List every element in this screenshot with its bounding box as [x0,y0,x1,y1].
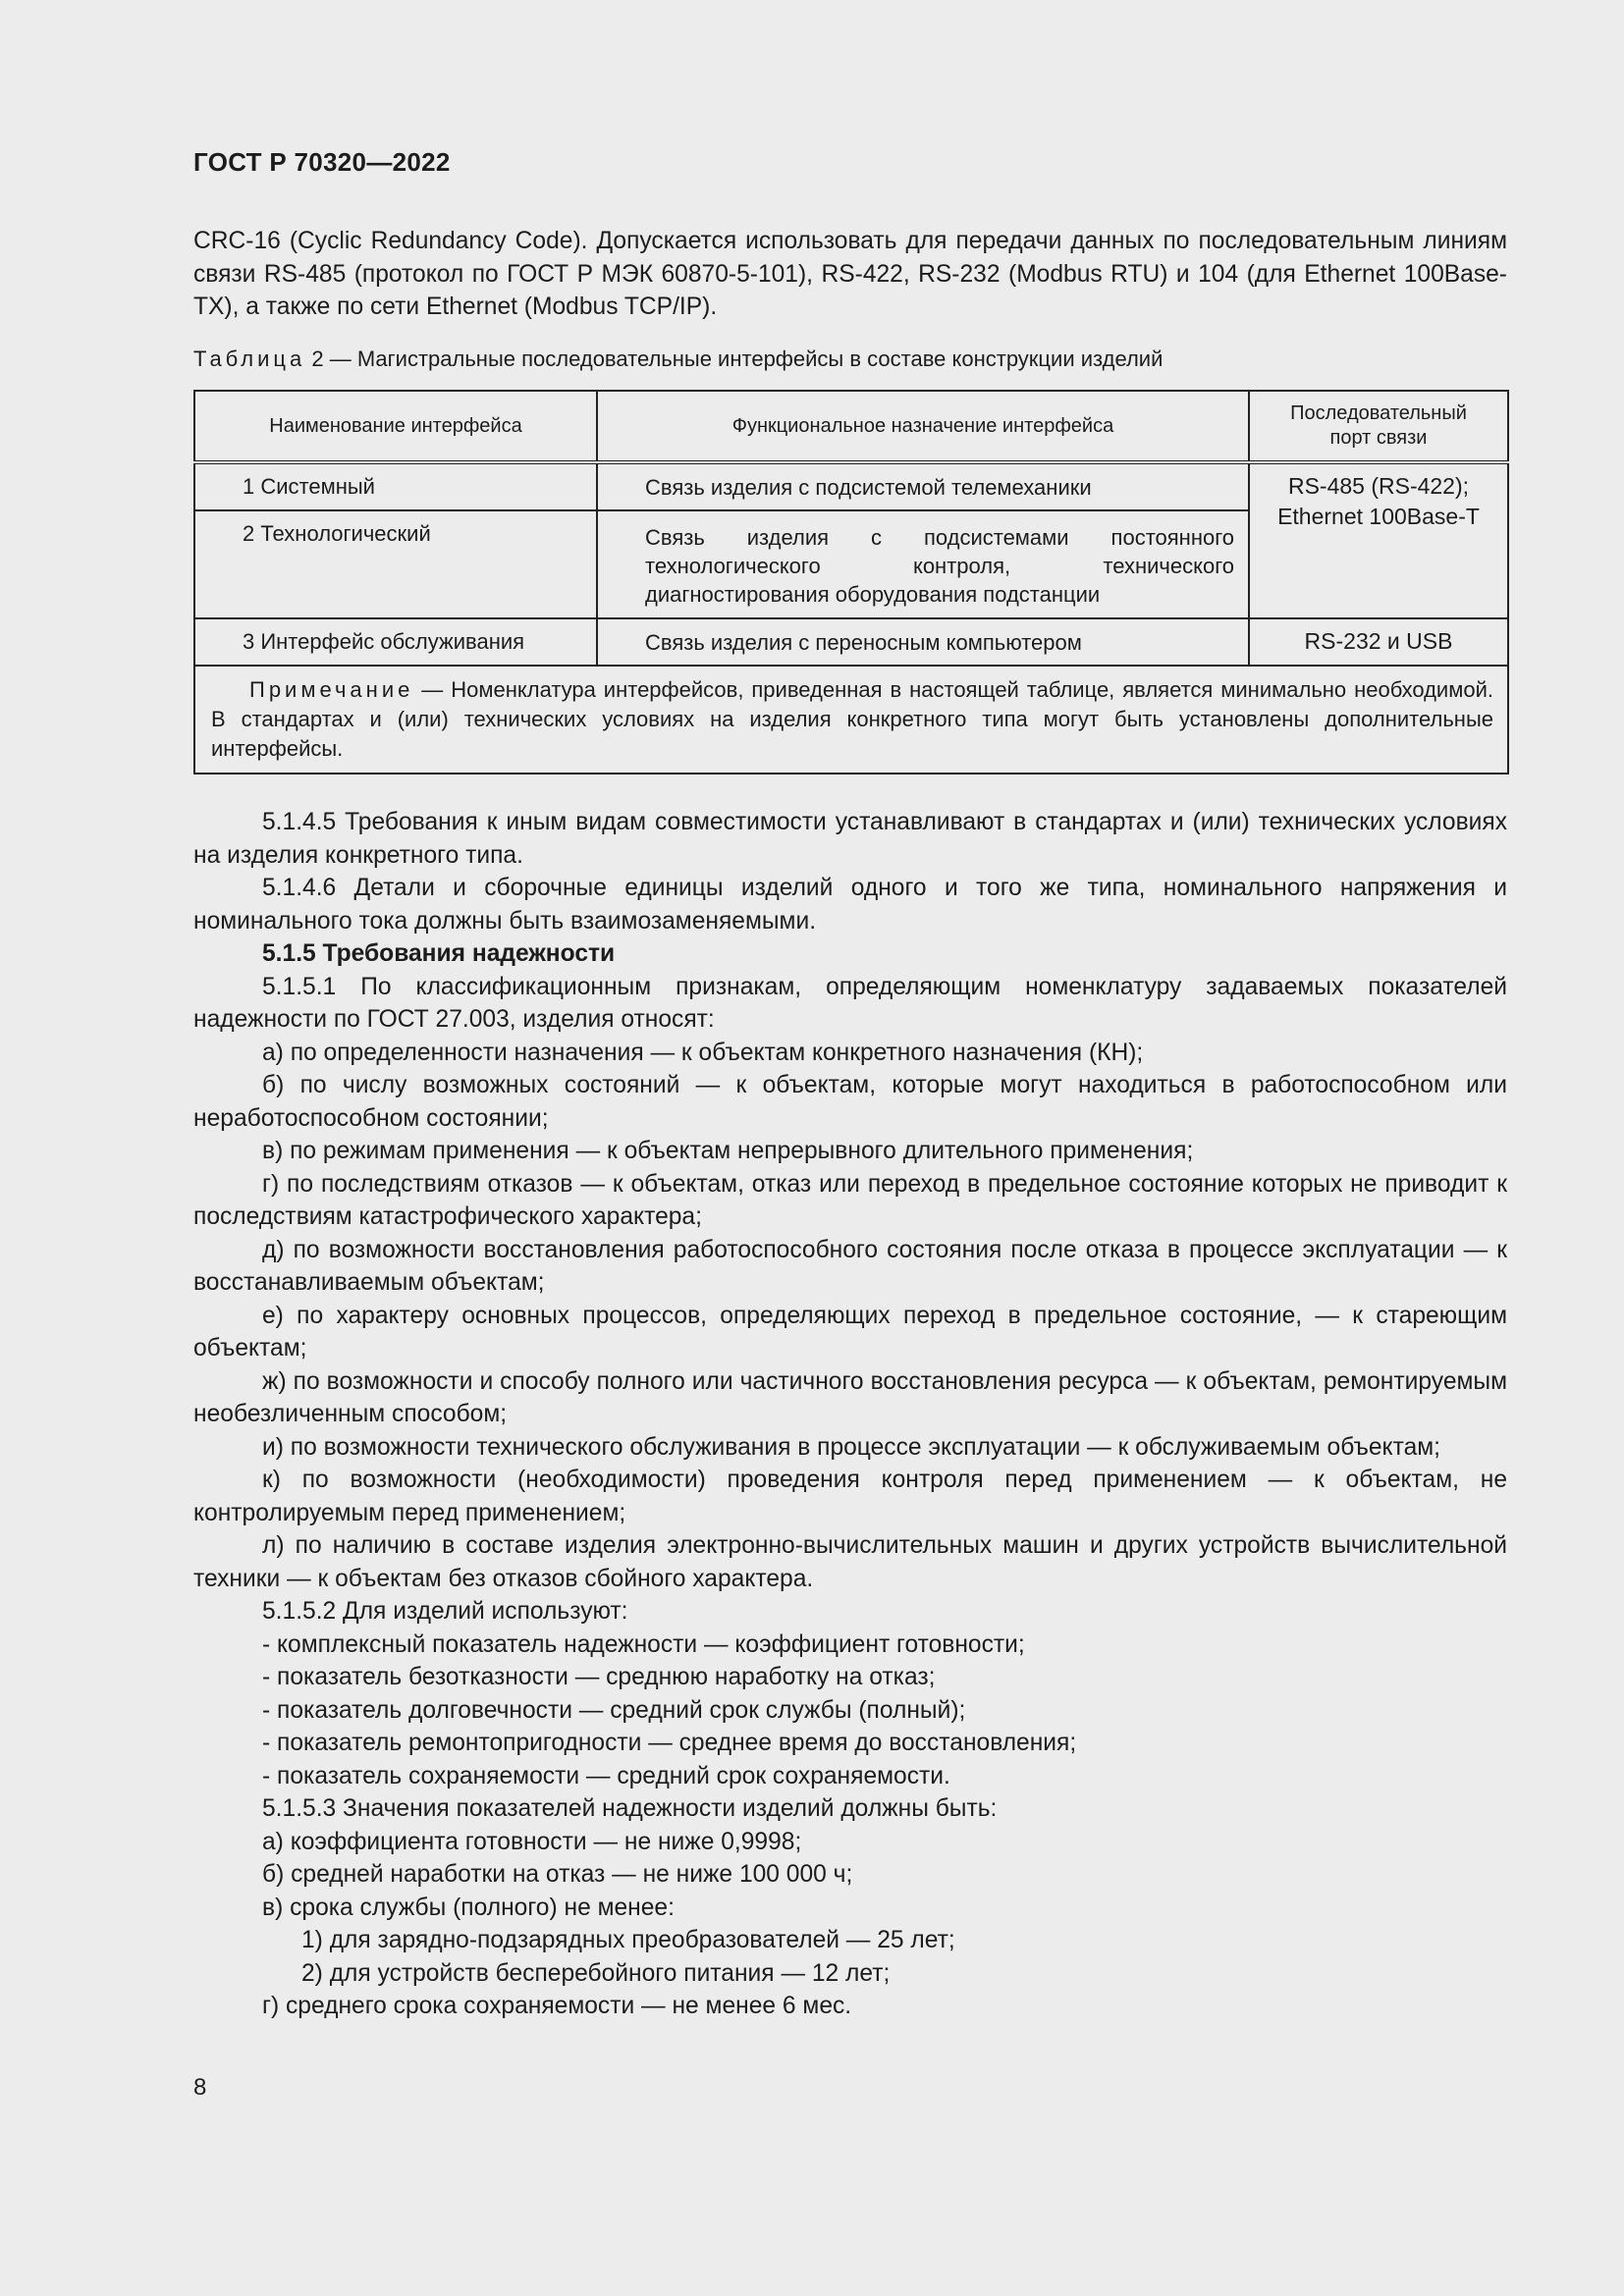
table-row [194,462,1508,510]
list-item: а) коэффициента готовности — не ниже 0,9998; [262,1828,802,1855]
list-item: в) по режимам применения — к объектам непрерывного длительного применения; [262,1138,1194,1164]
sub-list-item: 1) для зарядно-подзарядных преобразователей — 25 лет; [301,1927,955,1953]
list-item: - показатель безотказности — среднюю наработку на отказ; [262,1664,936,1690]
section-heading: 5.1.5 Требования надежности [262,940,616,967]
list-item: б) средней наработки на отказ — не ниже 100 000 ч; [262,1861,853,1888]
table-caption [193,347,1509,372]
table-header-row [194,391,1508,462]
header-port [1249,391,1508,462]
list-item: - показатель сохраняемости — средний срок сохраняемости. [262,1762,950,1789]
list-item: к) по возможности (необходимости) проведения контроля перед применением — к объектам, не контролируемым перед применением; [193,1467,1507,1526]
table-note [194,666,1508,774]
list-item: б) по числу возможных состояний — к объектам, которые могут находиться в работоспособном или неработоспособном состоянии; [193,1072,1507,1132]
port-line-2: Ethernet 100Base-T [1277,504,1480,529]
list-item: а) по определенности назначения — к объектам конкретного назначения (КН); [262,1039,1144,1066]
cell-function: Связь изделия с переносным компьютером [597,618,1249,666]
cell-interface-name: 2 Технологический [194,510,597,618]
sub-list-item: 2) для устройств бесперебойного питания — 12 лет; [301,1959,891,1987]
paragraph: 5.1.5.1 По классификационным признакам, определяющим номенклатуру задаваемых показателей надежности по ГОСТ 27.003, изделия относят: [193,973,1507,1033]
list-item: ж) по возможности и способу полного или частичного восстановления ресурса — к объектам, ремонтируемым необезличенным способом; [193,1367,1507,1427]
list-item: в) срока службы (полного) не менее: [262,1894,675,1921]
cell-interface-name: 1 Системный [194,462,597,510]
cell-function: Связь изделия с подсистемой телемеханики [597,462,1249,510]
page-number: 8 [193,2074,207,2101]
list-item: д) по возможности восстановления работоспособного состояния после отказа в процессе эксплуатации — к восстанавливаемым объектам; [193,1236,1507,1296]
list-item: - комплексный показатель надежности — коэффициент готовности; [262,1630,1025,1658]
paragraph: 5.1.5.3 Значения показателей надежности изделий должны быть: [262,1795,998,1822]
note-text: — Номенклатура интерфейсов, приведенная в настоящей таблице, является минимально необходимой. В стандартах и (или) технических условиях на изделия конкретного типа могут быть установлены дополнительные интерфейсы. [211,677,1493,761]
intro-paragraph: CRC-16 (Cyclic Redundancy Code). Допускается использовать для передачи данных по последовательным линиям связи RS-485 (протокол по ГОСТ Р МЭК 60870-5-101), RS-422, RS-232 (Modbus RTU) и 104 (для Ethernet 100Base-TX), а также по сети Ethernet (Modbus TCP/IP). [193,228,1507,320]
interfaces-table [193,390,1509,774]
main-text [193,806,1507,2023]
port-line-1: RS-485 (RS-422); [1287,473,1470,499]
table-caption-label: Таблица [193,347,306,371]
cell-function: Связь изделия с подсистемами постоянного технологического контроля, технического диагностирования оборудования подстанции [597,510,1249,618]
list-item: г) по последствиям отказов — к объектам, отказ или переход в предельное состояние которых не приводит к последствиям катастрофического характера; [193,1170,1507,1230]
list-item: - показатель ремонтопригодности — среднее время до восстановления; [262,1730,1077,1756]
header-port-text: Последовательный порт связи [1290,402,1467,449]
list-item: л) по наличию в составе изделия электронно-вычислительных машин и других устройств вычислительной техники — к объектам без отказов сбойного характера. [193,1532,1507,1592]
note-label: Примечание [249,677,414,702]
table-note-row [194,666,1508,774]
document-header: ГОСТ Р 70320—2022 [193,147,451,177]
header-interface-name: Наименование интерфейса [194,391,597,462]
table-caption-text: 2 — Магистральные последовательные интерфейсы в составе конструкции изделий [305,347,1164,371]
paragraph: 5.1.4.6 Детали и сборочные единицы изделий одного и того же типа, номинального напряжения и номинального тока должны быть взаимозаменяемыми. [193,875,1507,934]
table-row [194,618,1508,666]
paragraph: 5.1.5.2 Для изделий используют: [262,1598,628,1625]
header-function: Функциональное назначение интерфейса [597,391,1249,462]
list-item: е) по характеру основных процессов, определяющих переход в предельное состояние, — к стареющим объектам; [193,1302,1507,1362]
cell-port: RS-232 и USB [1249,618,1508,666]
cell-port-merged [1249,462,1508,618]
list-item: и) по возможности технического обслуживания в процессе эксплуатации — к обслуживаемым объектам; [262,1433,1440,1461]
list-item: г) среднего срока сохраняемости — не менее 6 мес. [262,1993,852,2019]
paragraph: 5.1.4.5 Требования к иным видам совместимости устанавливают в стандартах и (или) технических условиях на изделия конкретного типа. [193,809,1507,869]
list-item: - показатель долговечности — средний срок службы (полный); [262,1696,966,1724]
cell-interface-name: 3 Интерфейс обслуживания [194,618,597,666]
